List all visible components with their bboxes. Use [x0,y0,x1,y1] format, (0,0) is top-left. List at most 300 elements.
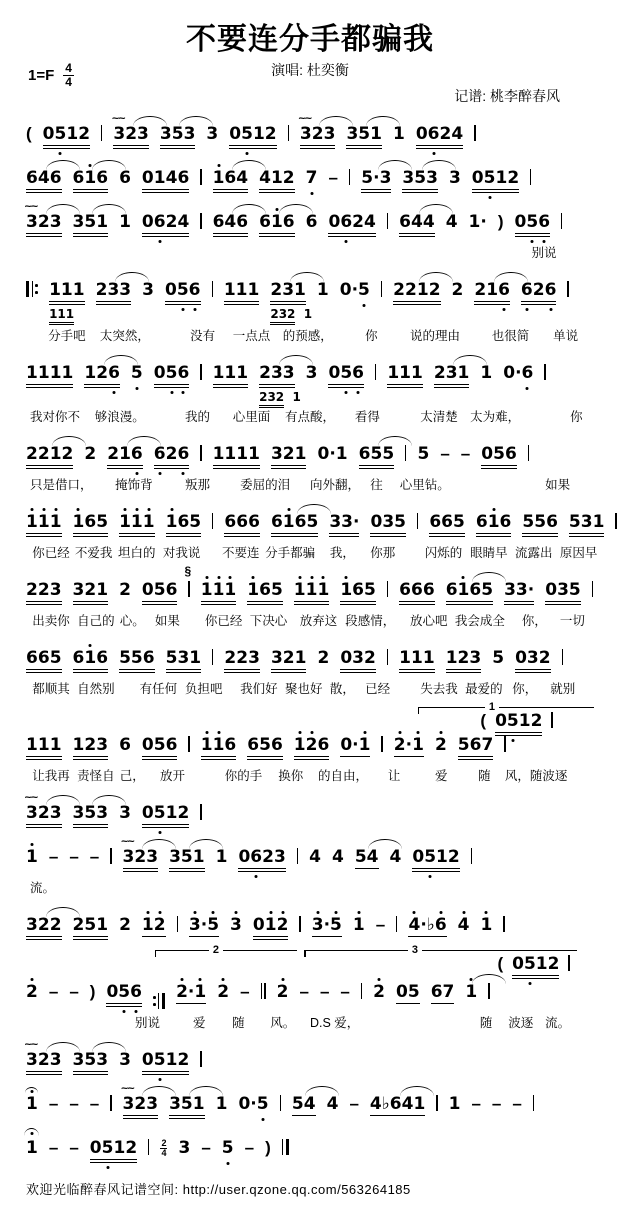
note-group [201,737,237,760]
note-digit: 6 [72,648,85,668]
note-digit: 3 [146,847,159,867]
note-group [119,805,131,824]
note-digit: 0 [471,168,484,188]
note-digit: 1 [465,984,477,1001]
note-group [131,365,143,384]
bar-line [615,513,616,529]
octave-dot-below [112,391,115,394]
bar-stroke [528,445,529,461]
lyric-text: 单说 [553,329,579,343]
note-digit: 3 [26,803,38,823]
octave-dot-below [531,240,534,243]
note-digit: 1 [72,735,85,755]
note-group [297,113,336,149]
note-digit: 1 [592,512,605,532]
bar-line [551,712,552,728]
note-digit: 6 [96,168,109,188]
lyric-text: 的预感， [282,329,333,343]
note-digit: 3 [426,168,438,188]
note-digit: 6 [154,446,166,463]
note-digit: 0 [514,212,527,232]
note-digit: 4 [445,212,458,232]
note-digit: 6 [142,648,155,668]
note-digit: 2 [37,444,50,464]
note-digit: 6 [294,512,307,532]
bar-line [282,1139,289,1155]
note-digit: 6 [399,580,411,600]
note-digit: 2 [352,212,365,232]
bar-line [528,445,529,461]
note-digit: 5 [330,917,342,934]
note-group [353,917,365,936]
rest-dash: – [512,1094,522,1113]
note-digit: 3 [248,648,260,668]
octave-dot-above [439,731,442,734]
note-digit: 2 [125,1138,138,1158]
octave-dot-below [158,472,161,475]
bar-line [280,1095,281,1111]
notes-row [26,1038,594,1075]
octave-dot-below [310,192,313,195]
note-digit: 5 [153,735,166,755]
note-digit: 5 [130,648,143,668]
note-digit: 1 [165,803,178,823]
note-digit: 6 [259,580,271,600]
note-digit: 5 [361,168,374,188]
bar-stroke [436,1095,437,1111]
bar-stroke [488,983,489,999]
note-group [165,282,201,305]
note-group [176,984,206,1004]
bar-line [568,955,569,971]
note-digit: 5 [84,212,97,232]
rest-dash: – [69,1094,79,1113]
octave-dot-above [310,576,313,579]
note-digit: 3 [270,648,283,668]
note-digit: 1 [335,444,348,464]
note-digit: 2 [134,847,147,867]
lyric-text: 心。 [119,614,145,628]
octave-dot-above [135,508,138,511]
note-digit: 3 [113,124,126,144]
note-group [26,170,62,193]
note-group [361,170,391,193]
note-digit: 3 [515,580,528,600]
lyric-text: 掩饰背 [115,478,153,492]
note-digit: 3 [445,363,458,383]
parenthesis: ) [265,1138,271,1157]
note-digit: 7 [442,982,455,1002]
note-group [213,170,249,193]
note-group [370,514,406,537]
bar-line [200,445,201,461]
note-group [178,1140,190,1159]
bar-stroke [110,848,111,864]
lyric-text: 风，随波逐 [504,769,568,783]
note-group [169,849,205,872]
note-group [317,446,347,465]
bar-stroke [264,983,265,999]
note-digit: 6 [352,365,364,382]
note-group [480,365,492,384]
note-digit: 1 [247,280,260,300]
note-group [328,214,375,237]
bar-line [436,1095,437,1111]
volta-number: 2 [209,944,223,957]
note-group [26,984,38,1003]
octave-dot-above [470,978,473,981]
bar-stroke [503,916,504,932]
octave-dot-below [511,739,514,742]
octave-dot-above [89,164,92,167]
note-digit: 1 [252,124,265,144]
bar-line [349,169,350,185]
octave-dot-below [255,875,258,878]
note-digit: 1 [359,737,371,754]
rest-dash: – [319,982,330,1001]
note-group [515,650,551,673]
note-digit: 3 [282,363,295,383]
note-group [142,1052,189,1075]
octave-dot-above [30,978,33,981]
note-digit: · [480,212,487,232]
note-digit: 5 [154,1052,166,1069]
octave-dot-below [59,152,62,155]
note-digit: 1 [316,280,329,300]
note-group [446,582,493,605]
lyric-text: 我们好 [240,682,278,696]
lyric-text: 流。 [29,881,55,895]
note-digit: 2 [49,915,62,935]
note-digit: 0 [141,735,154,755]
note-digit: 2 [177,1050,190,1070]
note-group [73,1052,109,1075]
note-digit: 0 [89,1138,102,1158]
note-digit: 4 [259,168,271,188]
note-digit: 3 [96,803,109,823]
rest-dash: – [244,1138,255,1157]
lyric-text: 最爱的 [465,682,503,696]
note-digit: 1 [61,363,74,383]
note-digit: 1 [49,363,62,383]
note-digit: · [351,280,359,300]
lyric-text: 看得 [354,410,380,424]
rest-dash: – [471,1094,481,1113]
note-digit: 1 [457,363,470,383]
note-group [294,737,330,760]
bar-stroke [387,213,388,229]
note-digit: 3 [526,648,539,668]
note-group [340,737,370,757]
note-digit: 3 [107,280,120,300]
note-group [416,126,463,149]
note-group [481,446,517,469]
lyric-text: 心里面 [232,410,271,424]
octave-dot-below [357,391,360,394]
note-group [111,113,149,149]
note-digit: 2 [311,124,324,144]
note-digit: 1 [166,514,178,531]
note-digit: 5 [306,512,319,532]
note-group [399,582,435,605]
note-group [271,514,318,537]
note-group [522,514,558,537]
note-group [569,514,605,537]
note-digit: 3 [352,648,365,668]
note-digit: 2 [447,847,460,867]
note-group [387,365,423,388]
note-digit: 5 [492,648,505,668]
note-digit: 6 [429,512,442,532]
note-digit: 1 [37,735,50,755]
lyrics-row [26,1016,594,1031]
bar-stroke [32,281,33,297]
note-digit: 0 [229,124,242,144]
note-digit: 2 [72,915,85,935]
header-subrow [26,60,594,89]
bar-stroke [261,983,262,999]
note-digit: 6 [154,214,166,231]
note-digit: 1 [247,582,259,599]
note-digit: 5 [364,580,376,600]
note-group [512,956,559,979]
note-digit: 1 [445,648,458,668]
bar-line [153,993,165,1009]
repeat-dots [153,993,156,1009]
note-digit: 5 [457,735,470,755]
octave-dot-below [345,240,348,243]
octave-dot-below [135,1010,138,1013]
note-digit: 3 [469,648,482,668]
note-digit: 0 [340,648,353,668]
note-digit: 0 [503,363,516,383]
note-group [399,214,435,237]
trill-mark: ~~ [24,1039,37,1050]
rest-dash: – [328,168,338,187]
note-group [329,514,359,537]
note-group [545,582,581,605]
lyric-text: 随 [479,1016,493,1030]
note-digit: 3 [26,1050,38,1070]
note-digit: 1 [416,280,429,300]
octave-dot-above [199,978,202,981]
note-digit: 1 [119,514,131,531]
bar-line [417,513,418,529]
lyric-text: 出卖你 [32,614,70,628]
note-digit: 5 [222,1140,234,1157]
lyric-text: 流。 [545,1016,571,1030]
lyric-text: 你已经 [32,546,70,560]
note-digit: 6 [224,735,237,755]
note-digit: 4 [177,212,190,232]
note-digit: 2 [177,803,190,823]
note-digit: 3 [273,847,286,867]
note-digit: 2 [26,984,38,1001]
bar-line [200,364,201,380]
note-digit: 6 [177,168,190,188]
bar-line [381,736,382,752]
note-digit: 3 [146,1094,159,1114]
note-group [169,1096,205,1119]
note-digit: 4 [366,847,379,867]
note-digit: 4 [451,124,464,144]
lyric-text: 也很简 [491,329,530,343]
notes-row [26,636,594,673]
lyric-text: 流露出 [515,546,553,560]
note-group [452,282,464,301]
note-digit: 1 [448,1094,461,1114]
bar-line [504,736,505,752]
bar-stroke [544,364,545,380]
note-digit: 5 [453,512,465,532]
note-digit: 4 [369,1094,382,1114]
note-digit: 1 [96,915,109,935]
key-label: 1=F [28,66,55,84]
note-digit: 5 [189,512,202,532]
octave-dot-above [205,731,208,734]
note-group [458,737,494,760]
octave-dot-above [462,576,465,579]
note-group [26,849,38,868]
parenthesis: ) [497,212,504,231]
note-digit: 0 [340,735,353,755]
notes-row [26,112,594,149]
note-digit: 1 [370,124,382,144]
lyric-text: 你 [365,329,378,343]
bar-stroke [200,804,201,820]
note-digit: 2 [306,737,318,754]
note-digit: 2 [282,444,295,464]
note-digit: 6 [317,735,330,755]
octave-dot-above [54,508,57,511]
note-digit: 6 [538,214,550,231]
system-3 [26,200,594,261]
note-digit: 5 [382,444,395,464]
lyric-text: 放弃这 [299,614,338,628]
note-digit: 3 [341,512,354,532]
note-digit: 1 [481,917,493,934]
bar-line [387,649,388,665]
lyric-text: 责怪自 [77,769,115,783]
note-digit: 2 [84,444,97,464]
note-group [154,446,190,469]
lyric-text: 段感情， [345,614,396,628]
system-2 [26,156,594,193]
note-group [481,917,493,936]
note-group [229,126,276,149]
note-group [119,514,155,537]
note-digit: 6 [521,282,533,299]
octave-dot-above [298,731,301,734]
notes-row [26,268,594,321]
system-10 [26,701,594,784]
note-digit: 3 [49,803,62,823]
note-digit: 1 [26,1096,38,1113]
note-digit: 2 [165,444,178,464]
note-digit: 1 [119,212,131,232]
trill-mark: ~~ [120,1083,134,1094]
fermata-icon [24,1128,39,1136]
note-digit: · [323,915,331,935]
note-group [504,582,534,605]
note-digit: 2 [96,363,109,383]
note-digit: · [352,735,359,755]
bar-stroke [212,513,213,529]
note-group [119,582,131,601]
note-digit: 1 [488,514,500,531]
note-group [213,214,249,237]
note-digit: 5 [534,512,547,532]
note-digit: 3 [305,363,318,383]
note-digit: 6 [428,126,440,143]
note-digit: 2 [78,124,91,144]
note-digit: 0 [328,212,341,232]
parenthesis: ) [89,982,96,1001]
octave-dot-below [543,240,546,243]
note-digit: 1 [294,280,306,300]
note-digit: 1 [212,444,225,464]
note-group [166,650,202,673]
note-digit: 2 [474,280,487,300]
bar-stroke [26,281,29,297]
octave-dot-above [30,843,33,846]
bar-line [567,281,568,297]
note-digit: · [250,1094,257,1114]
lyric-text: 你已经 [204,614,243,628]
bar-line [297,848,298,864]
bar-stroke [361,983,362,999]
singer-label: 演唱: 杜奕衡 [271,62,349,78]
bar-stroke [405,445,406,461]
bar-line [261,983,266,999]
note-group [449,170,461,189]
lyric-text: 下决心 [249,614,288,628]
octave-dot-above [123,508,126,511]
note-digit: 6 [305,212,318,232]
note-digit: 3 [323,124,336,144]
note-digit: 1 [213,170,225,187]
bar-stroke [212,649,213,665]
lyric-text: 我对你不 [29,410,80,424]
note-digit: 5 [407,982,420,1002]
note-digit: 6 [26,168,38,188]
note-digit: 6 [49,168,62,188]
note-digit: 6 [119,735,131,755]
note-digit: 1 [411,648,423,668]
note-digit: 2 [259,363,271,383]
note-group [142,282,154,301]
bar-stroke [177,916,178,932]
notes-row [26,200,594,237]
octave-dot-below [135,387,138,390]
notes-row [26,156,594,193]
note-digit: 2 [433,363,446,383]
note-digit: 6 [84,512,97,532]
note-group [446,650,482,673]
note-digit: 0 [252,915,265,935]
note-digit: 6 [399,212,411,232]
note-group [26,917,62,940]
octave-dot-above [417,731,420,734]
note-group [435,737,447,756]
rest-dash: – [48,1138,59,1157]
note-digit: 1 [142,917,154,934]
note-group [26,514,62,537]
bar-line [405,445,406,461]
note-digit: 6 [96,648,109,668]
octave-dot-below [525,308,528,311]
lyric-text: 有点酸， [285,410,336,424]
